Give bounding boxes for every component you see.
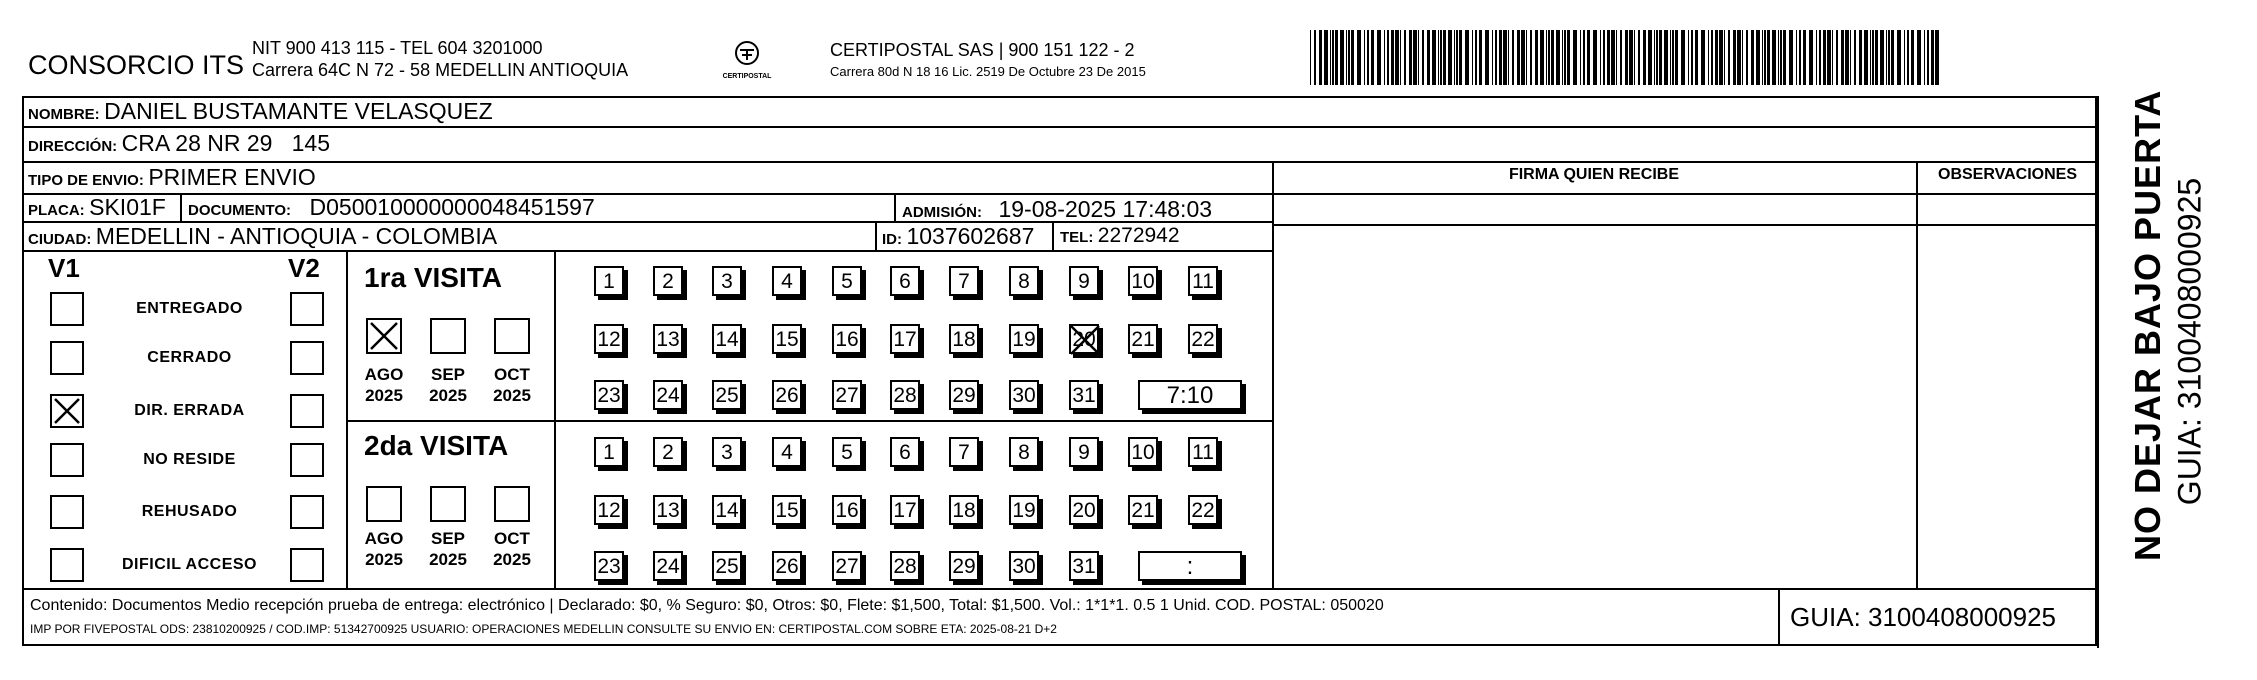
day-box[interactable]: 15 xyxy=(772,495,802,525)
day-box[interactable]: 9 xyxy=(1069,266,1099,296)
day-box[interactable]: 8 xyxy=(1009,266,1039,296)
day-box[interactable]: 14 xyxy=(712,324,742,354)
footer-content-line: Contenido: Documentos Medio recepción prueba de entrega: electrónico | Declarado: $0, % Seguro: $0, Otros: $0, Flete: $1,500, Total: $1,500. Vol.: 1*1*1. 0.5 1 Unid. COD. POSTAL: 050020 xyxy=(30,597,1384,614)
day-box[interactable]: 18 xyxy=(949,495,979,525)
day-box[interactable]: 6 xyxy=(890,266,920,296)
footer-guia: GUIA: 3100408000925 xyxy=(1790,602,2056,632)
day-box[interactable]: 22 xyxy=(1188,324,1218,354)
day-box[interactable]: 23 xyxy=(594,380,624,410)
day-box[interactable]: 10 xyxy=(1128,266,1158,296)
day-box[interactable]: 14 xyxy=(712,495,742,525)
admision-value: 19-08-2025 17:48:03 xyxy=(998,196,1213,222)
direccion-label: DIRECCIÓN: xyxy=(28,138,118,155)
status-label: REHUSADO xyxy=(141,503,238,520)
tel-row xyxy=(1060,224,1180,248)
status-v2-checkbox[interactable] xyxy=(290,394,324,428)
day-box[interactable]: 13 xyxy=(653,495,683,525)
direccion-value: CRA 28 NR 29 145 xyxy=(121,130,331,156)
day-box[interactable]: 13 xyxy=(653,324,683,354)
company-address: Carrera 64C N 72 - 58 MEDELLIN ANTIOQUIA xyxy=(252,60,629,80)
day-box[interactable]: 24 xyxy=(653,551,683,581)
placa-label: PLACA: xyxy=(28,202,85,219)
certipostal-logo xyxy=(722,38,772,84)
v1-check-mark-icon xyxy=(52,396,82,426)
tel-value: 2272942 xyxy=(1097,224,1180,247)
day-box[interactable]: 1 xyxy=(594,437,624,467)
side-vertical-text xyxy=(2100,89,2250,561)
day-box[interactable]: 1 xyxy=(594,266,624,296)
status-v1-checkbox[interactable] xyxy=(50,548,84,582)
day-box[interactable]: 31 xyxy=(1069,551,1099,581)
month-checkbox-oct[interactable] xyxy=(494,318,530,354)
day-box[interactable]: 9 xyxy=(1069,437,1099,467)
status-v1-checkbox[interactable] xyxy=(50,495,84,529)
day-box[interactable]: 7 xyxy=(949,266,979,296)
day-box[interactable]: 24 xyxy=(653,380,683,410)
status-label: CERRADO xyxy=(147,349,232,366)
month-checkbox-sep[interactable] xyxy=(430,318,466,354)
day-box[interactable]: 15 xyxy=(772,324,802,354)
company-nit-tel: NIT 900 413 115 - TEL 604 3201000 xyxy=(252,38,543,58)
day-box[interactable]: 11 xyxy=(1188,437,1218,467)
day-box[interactable]: 21 xyxy=(1128,495,1158,525)
month-year: 2025 xyxy=(365,386,403,405)
nombre-label: NOMBRE: xyxy=(28,106,100,123)
month-name: AGO xyxy=(364,365,404,384)
month-name: AGO xyxy=(364,529,404,548)
status-label: DIR. ERRADA xyxy=(134,402,245,419)
month-year: 2025 xyxy=(493,550,531,569)
month-year: 2025 xyxy=(493,386,531,405)
month-checkbox-oct[interactable] xyxy=(494,486,530,522)
second-visit-title: 2da VISITA xyxy=(364,430,509,461)
day-box[interactable]: 17 xyxy=(890,324,920,354)
ciudad-label: CIUDAD: xyxy=(28,231,92,248)
day-box[interactable]: 4 xyxy=(772,437,802,467)
v1-label: V1 xyxy=(48,253,80,283)
day-box[interactable]: 30 xyxy=(1009,551,1039,581)
day-box[interactable]: 28 xyxy=(890,380,920,410)
footer-print-line: IMP POR FIVEPOSTAL ODS: 23810200925 / COD.IMP: 51342700925 USUARIO: OPERACIONES MEDELLIN CONSULTE SU ENVIO EN: CERTIPOSTAL.COM SOBRE ETA: 2025-08-21 D+2 xyxy=(30,622,1057,636)
status-v1-checkbox[interactable] xyxy=(50,292,84,326)
day-box[interactable]: 28 xyxy=(890,551,920,581)
visit-time-box[interactable]: : xyxy=(1138,551,1242,581)
status-v2-checkbox[interactable] xyxy=(290,495,324,529)
observaciones-header: OBSERVACIONES xyxy=(1938,166,2077,183)
documento-label: DOCUMENTO: xyxy=(188,202,292,219)
visit-time-box[interactable]: 7:10 xyxy=(1138,380,1242,410)
day-box[interactable]: 20 xyxy=(1069,324,1099,354)
placa-value: SKI01F xyxy=(89,194,166,220)
day-box[interactable]: 26 xyxy=(772,380,802,410)
barcode xyxy=(1310,30,1942,85)
month-label xyxy=(422,528,474,570)
day-box[interactable]: 27 xyxy=(832,551,862,581)
day-box[interactable]: 16 xyxy=(832,324,862,354)
month-name: SEP xyxy=(430,365,466,384)
id-value: 1037602687 xyxy=(906,223,1035,249)
tipo-row xyxy=(28,164,316,191)
day-box[interactable]: 19 xyxy=(1009,324,1039,354)
id-label: ID: xyxy=(882,231,902,248)
day-box[interactable]: 5 xyxy=(832,266,862,296)
first-visit-title: 1ra VISITA xyxy=(364,262,502,293)
month-year: 2025 xyxy=(429,386,467,405)
month-label xyxy=(358,528,410,570)
day-box[interactable]: 2 xyxy=(653,266,683,296)
day-box[interactable]: 31 xyxy=(1069,380,1099,410)
day-box[interactable]: 16 xyxy=(832,495,862,525)
admision-label: ADMISIÓN: xyxy=(902,204,982,221)
logo-mark-icon xyxy=(722,38,772,68)
firma-header: FIRMA QUIEN RECIBE xyxy=(1508,166,1680,183)
status-label: ENTREGADO xyxy=(136,300,243,317)
nombre-row xyxy=(28,98,493,125)
day-box[interactable]: 27 xyxy=(832,380,862,410)
id-row xyxy=(882,223,1034,250)
day-box[interactable]: 20 xyxy=(1069,495,1099,525)
day-box[interactable]: 29 xyxy=(949,380,979,410)
day-box[interactable]: 30 xyxy=(1009,380,1039,410)
month-name: SEP xyxy=(430,529,466,548)
day-box[interactable]: 2 xyxy=(653,437,683,467)
status-v2-checkbox[interactable] xyxy=(290,292,324,326)
day-box[interactable]: 3 xyxy=(712,437,742,467)
company-name: CONSORCIO ITS xyxy=(28,50,245,80)
month-label xyxy=(422,364,474,406)
status-v2-checkbox[interactable] xyxy=(290,341,324,375)
day-box[interactable]: 22 xyxy=(1188,495,1218,525)
day-box[interactable]: 12 xyxy=(594,495,624,525)
side-notice: NO DEJAR BAJO PUERTA xyxy=(2127,89,2168,561)
logo-text: CERTIPOSTAL xyxy=(722,73,772,80)
day-box[interactable]: 4 xyxy=(772,266,802,296)
direccion-row xyxy=(28,130,330,157)
status-label: NO RESIDE xyxy=(143,451,236,468)
month-checkbox-sep[interactable] xyxy=(430,486,466,522)
status-v2-checkbox[interactable] xyxy=(290,548,324,582)
day-box[interactable]: 3 xyxy=(712,266,742,296)
month-check-mark-icon xyxy=(368,320,400,352)
month-label xyxy=(486,528,538,570)
status-v2-checkbox[interactable] xyxy=(290,443,324,477)
day-box[interactable]: 11 xyxy=(1188,266,1218,296)
month-label xyxy=(358,364,410,406)
day-check-mark-icon xyxy=(1068,323,1102,357)
tipo-value: PRIMER ENVIO xyxy=(148,164,316,190)
day-box[interactable]: 23 xyxy=(594,551,624,581)
day-box[interactable]: 10 xyxy=(1128,437,1158,467)
tipo-label: TIPO DE ENVIO: xyxy=(28,172,144,189)
status-v1-checkbox[interactable] xyxy=(50,341,84,375)
certipostal-address: Carrera 80d N 18 16 Lic. 2519 De Octubre 23 De 2015 xyxy=(830,64,1146,79)
day-box[interactable]: 19 xyxy=(1009,495,1039,525)
admision-row xyxy=(902,196,1212,223)
month-year: 2025 xyxy=(365,550,403,569)
day-box[interactable]: 5 xyxy=(832,437,862,467)
side-guia: GUIA: 3100408000925 xyxy=(2171,177,2208,506)
day-box[interactable]: 12 xyxy=(594,324,624,354)
documento-row xyxy=(188,194,595,221)
nombre-value: DANIEL BUSTAMANTE VELASQUEZ xyxy=(104,98,493,124)
status-v1-checkbox[interactable] xyxy=(50,443,84,477)
day-box[interactable]: 21 xyxy=(1128,324,1158,354)
day-box[interactable]: 26 xyxy=(772,551,802,581)
tel-label: TEL: xyxy=(1060,229,1094,246)
day-box[interactable]: 25 xyxy=(712,551,742,581)
v2-label: V2 xyxy=(288,253,320,283)
ciudad-row xyxy=(28,223,497,250)
placa-row xyxy=(28,194,166,221)
month-year: 2025 xyxy=(429,550,467,569)
month-label xyxy=(486,364,538,406)
day-box[interactable]: 17 xyxy=(890,495,920,525)
certipostal-name: CERTIPOSTAL SAS | 900 151 122 - 2 xyxy=(830,40,1135,60)
month-name: OCT xyxy=(494,529,530,548)
month-name: OCT xyxy=(494,365,530,384)
ciudad-value: MEDELLIN - ANTIOQUIA - COLOMBIA xyxy=(95,223,498,249)
day-box[interactable]: 8 xyxy=(1009,437,1039,467)
day-box[interactable]: 29 xyxy=(949,551,979,581)
day-box[interactable]: 6 xyxy=(890,437,920,467)
status-label: DIFICIL ACCESO xyxy=(121,556,257,573)
documento-value: D050010000000048451597 xyxy=(309,194,595,220)
month-checkbox-ago[interactable] xyxy=(366,486,402,522)
day-box[interactable]: 18 xyxy=(949,324,979,354)
day-box[interactable]: 7 xyxy=(949,437,979,467)
day-box[interactable]: 25 xyxy=(712,380,742,410)
